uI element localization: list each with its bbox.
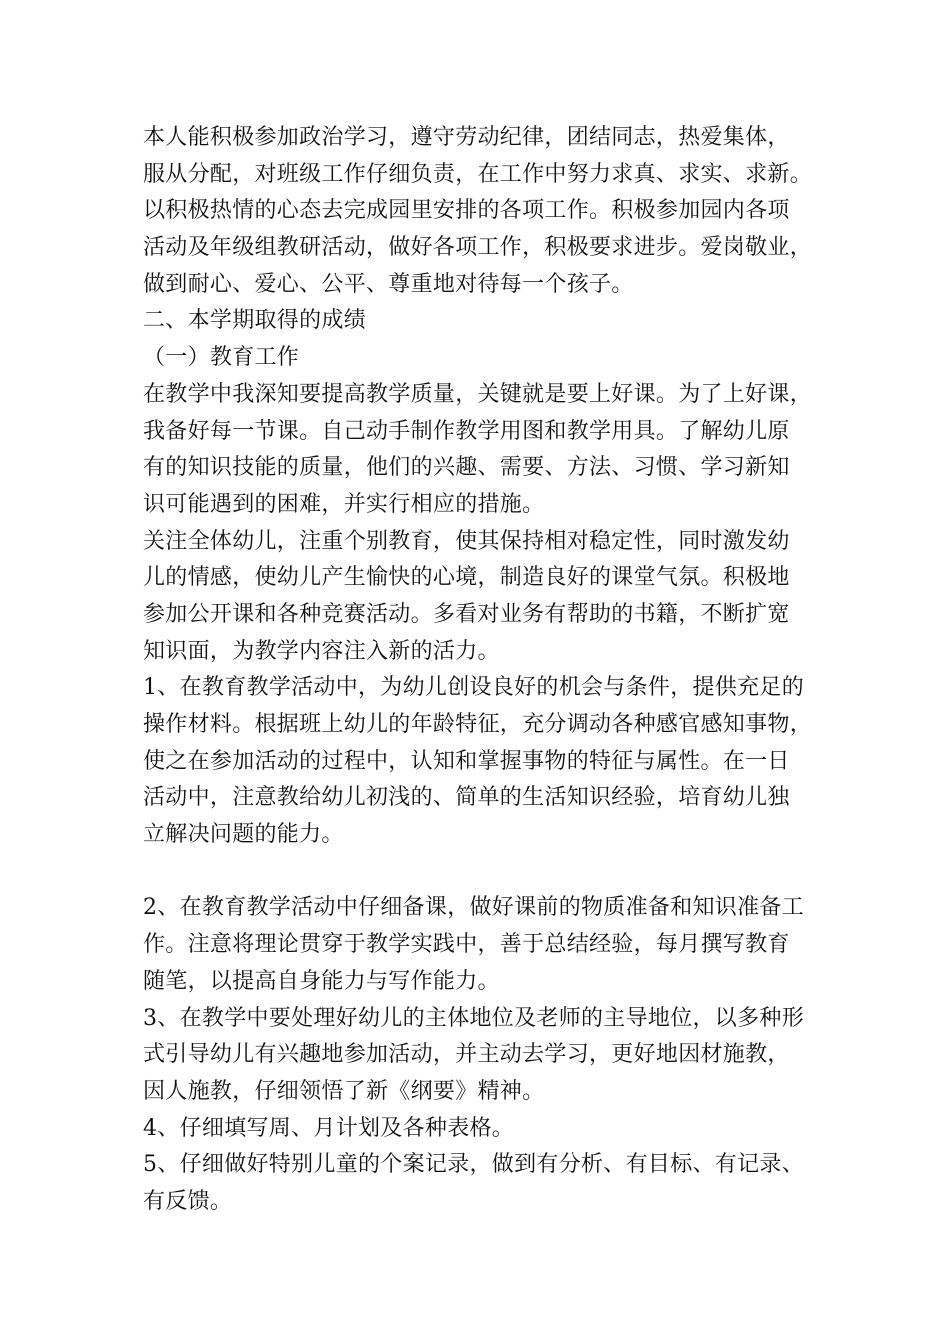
text-line: 使之在参加活动的过程中，认知和掌握事物的特征与属性。在一日 (143, 748, 790, 774)
text-line: 立解决问题的能力。 (143, 822, 344, 848)
text-line: 识可能遇到的困难，并实行相应的措施。 (143, 491, 545, 517)
text-line: 本人能积极参加政治学习，遵守劳动纪律，团结同志，热爱集体， (143, 125, 790, 150)
text-line: 儿的情感，使幼儿产生愉快的心境，制造良好的课堂气氛。积极地 (143, 565, 790, 591)
text-line: 我备好每一节课。自己动手制作教学用图和教学用具。了解幼儿原 (143, 418, 790, 444)
text-line: 做到耐心、爱心、公平、尊重地对待每一个孩子。 (143, 271, 634, 297)
blank-line (143, 854, 843, 891)
text-line: 操作材料。根据班上幼儿的年龄特征，充分调动各种感官感知事物， (143, 712, 813, 737)
list-item-line: 3、在教学中要处理好幼儿的主体地位及老师的主导地位，以多种形 (143, 1005, 804, 1031)
text-line: 作。注意将理论贯穿于教学实践中，善于总结经验，每月撰写教育 (143, 932, 790, 958)
subsection-heading: （一）教育工作 (143, 345, 300, 371)
text-line: 关注全体幼儿，注重个别教育，使其保持相对稳定性，同时激发幼 (143, 528, 790, 554)
list-item-line: 1、在教育教学活动中，为幼儿创设良好的机会与条件，提供充足的 (143, 675, 804, 701)
list-item-line: 4、仔细填写周、月计划及各种表格。 (143, 1115, 515, 1141)
text-line: 式引导幼儿有兴趣地参加活动，并主动去学习，更好地因材施教， (143, 1042, 790, 1068)
text-line: 活动中，注意教给幼儿初浅的、简单的生活知识经验，培育幼儿独 (143, 785, 790, 811)
text-line: 服从分配，对班级工作仔细负责，在工作中努力求真、求实、求新。 (143, 161, 813, 187)
text-line: 有反馈。 (143, 1188, 233, 1214)
list-item-line: 2、在教育教学活动中仔细备课，做好课前的物质准备和知识准备工 (143, 895, 804, 921)
text-line: 以积极热情的心态去完成园里安排的各项工作。积极参加园内各项 (143, 198, 790, 224)
section-heading: 二、本学期取得的成绩 (143, 308, 367, 334)
text-line: 随笔，以提高自身能力与写作能力。 (143, 968, 500, 994)
text-line: 知识面，为教学内容注入新的活力。 (143, 638, 500, 664)
list-item-line: 5、仔细做好特别儿童的个案记录，做到有分析、有目标、有记录、 (143, 1152, 804, 1178)
document-body (143, 120, 843, 1221)
text-line: 有的知识技能的质量，他们的兴趣、需要、方法、习惯、学习新知 (143, 455, 790, 481)
text-line: 参加公开课和各种竞赛活动。多看对业务有帮助的书籍，不断扩宽 (143, 601, 790, 627)
text-line: 在教学中我深知要提高教学质量，关键就是要上好课。为了上好课， (143, 381, 813, 407)
text-line: 因人施教，仔细领悟了新《纲要》精神。 (143, 1078, 545, 1104)
text-line: 活动及年级组教研活动，做好各项工作，积极要求进步。爱岗敬业， (143, 235, 813, 261)
